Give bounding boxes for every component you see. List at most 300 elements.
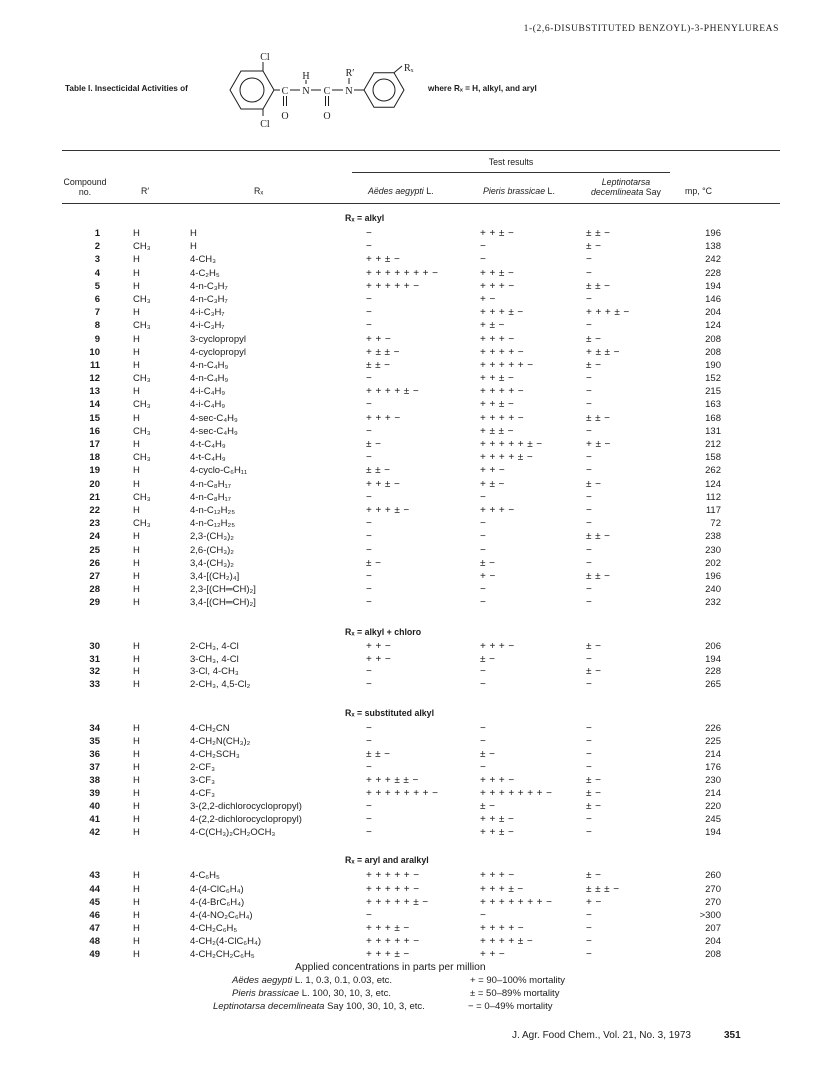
compound-number: 25 [89,544,100,556]
pieris-result-cell: +++±− [480,883,527,895]
pieris-result-cell: +±− [480,478,508,490]
compound-number: 29 [89,597,100,609]
melting-point-cell: 262 [705,465,721,477]
aedes-result-cell: − [366,228,376,239]
aedes-result-cell: − [366,666,376,678]
leptinotarsa-result-cell: − [586,267,596,279]
melting-point-cell: 265 [705,679,721,691]
leptinotarsa-result-cell: − [586,386,596,398]
rx-substituent-cell: 4-cyclopropyl [190,346,246,358]
leptinotarsa-result-cell: ±− [586,333,605,345]
leptinotarsa-result-cell: − [586,653,596,665]
melting-point-cell: 230 [705,774,721,786]
r-prime-cell: H [133,597,140,609]
aedes-result-cell: − [366,452,376,464]
melting-point-cell: 260 [705,870,721,882]
lepti-header-line1: Leptinotarsa [601,177,651,187]
aedes-result-cell: − [366,801,376,813]
section-rows [0,722,821,840]
pieris-result-cell: − [480,241,490,253]
aedes-result-cell: − [366,597,376,609]
rx-substituent-cell: 4-(4-NO₂C₆H₄) [190,909,253,921]
pieris-result-cell: − [480,544,490,556]
rx-substituent-cell: 3-CH₃, 4-Cl [190,653,239,665]
compound-number: 9 [94,333,100,345]
melting-point-cell: 226 [705,722,721,734]
aedes-result-cell: ±±− [366,748,394,760]
compound-number: 17 [89,439,100,450]
table-row [0,333,821,346]
melting-point-cell: 204 [705,936,721,948]
compound-number: 26 [89,557,100,569]
leptinotarsa-result-cell: ±±− [586,228,614,239]
r-prime-cell: H [133,896,140,908]
melting-point-cell: 194 [705,653,721,665]
rx-substituent-cell: 4-CF₃ [190,787,215,799]
compound-number: 21 [89,491,100,503]
compound-number: 30 [89,641,100,652]
cl-top-label: Cl [260,52,270,63]
r-prime-cell: H [133,923,140,935]
aedes-result-cell: − [366,293,376,305]
aedes-result-cell: ±±− [366,359,394,371]
leptinotarsa-result-cell: ±− [586,241,605,253]
melting-point-cell: 194 [705,827,721,839]
r-prime-cell: H [133,307,140,319]
aedes-header-authority: L. [426,186,434,196]
table-row [0,761,821,774]
rx-substituent-cell: 4-i-C₄H₉ [190,386,226,398]
melting-point-cell: 124 [705,478,721,490]
compound-number: 13 [89,386,100,398]
leptinotarsa-result-cell: ±− [586,641,605,652]
table-row [0,679,821,692]
footnote-doses: Say 100, 30, 10, 3, etc. [327,1001,425,1012]
melting-point-cell: 270 [705,883,721,895]
pieris-result-cell: ±− [480,748,499,760]
r-prime-cell: CH₃ [133,452,151,464]
rx-substituent-cell: 4-(2,2-dichlorocyclopropyl) [190,814,302,826]
table-row [0,385,821,398]
r-prime-cell: H [133,359,140,371]
leptinotarsa-result-cell: − [586,504,596,516]
r-prime-cell: H [133,228,140,239]
melting-point-cell: 240 [705,584,721,596]
pieris-result-cell: ++++− [480,386,528,398]
table-row [0,774,821,787]
compound-number: 18 [89,452,100,464]
leptinotarsa-result-cell: − [586,735,596,747]
rx-substituent-cell: 4-sec-C₄H₉ [190,412,238,424]
leptinotarsa-result-cell: ±− [586,666,605,678]
footnote-concentration-pieris [232,988,391,999]
rx-substituent-cell: 4-n-C₄H₉ [190,373,229,385]
compound-number: 28 [89,584,100,596]
pieris-result-cell: +++− [480,641,518,652]
rx-substituent-cell: 2-CH₃, 4,5-Cl₂ [190,679,251,691]
r-prime-cell: CH₃ [133,320,151,332]
r-prime-cell: H [133,814,140,826]
melting-point-cell: 190 [705,359,721,371]
rx-substituent-cell: 3-(2,2-dichlorocyclopropyl) [190,801,302,813]
r-prime-cell: H [133,666,140,678]
leptinotarsa-result-cell: ±− [586,801,605,813]
rx-substituent-cell: 4-CH₂CH₂C₆H₅ [190,949,255,961]
r-prime-cell: H [133,346,140,358]
aedes-result-cell: ++− [366,641,395,652]
table-row [0,451,821,464]
table-row [0,425,821,438]
r-prime-cell: H [133,722,140,734]
compound-number: 7 [94,307,100,319]
leptinotarsa-result-cell: +++±− [586,307,633,319]
melting-point-cell: 112 [705,491,721,503]
pieris-result-cell: +±− [480,320,508,332]
compound-number: 36 [89,748,100,760]
leptinotarsa-result-cell: − [586,320,596,332]
aedes-result-cell: +++±±− [366,774,422,786]
aedes-header-species: Aëdes aegypti [368,186,424,196]
melting-point-cell: 232 [705,597,721,609]
pieris-result-cell: +++− [480,870,518,882]
r-prime-cell: H [133,333,140,345]
pieris-result-cell: − [480,584,490,596]
aedes-result-cell: ++− [366,653,395,665]
melting-point-cell: 214 [705,787,721,799]
table-section [0,623,821,692]
legend-plus-minus: ± = 50–89% mortality [470,988,560,999]
rx-substituent-cell: 4-cyclo-C₆H₁₁ [190,465,248,477]
footnote-species: Pieris brassicae [232,988,300,999]
footnote-species: Aëdes aegypti [232,975,293,986]
rx-substituent-cell: 4-CH₂(4-ClC₆H₄) [190,936,262,948]
compound-number: 23 [89,518,100,530]
pieris-result-cell: − [480,735,490,747]
table-row [0,557,821,570]
rx-substituent-cell: 4-n-C₄H₉ [190,359,229,371]
leptinotarsa-result-cell: − [586,761,596,773]
rx-substituent-cell: 4-t-C₄H₉ [190,452,226,464]
section-heading: Rₓ = substituted alkyl [345,708,435,718]
table-row [0,464,821,477]
table-row [0,359,821,372]
r-prime-cell: H [133,412,140,424]
rx-substituent-cell: 4-(4-ClC₆H₄) [190,883,244,895]
melting-point-cell: 242 [705,254,721,266]
pieris-result-cell: ±− [480,801,499,813]
pieris-result-cell: +++++++− [480,787,556,799]
table-row [0,948,821,961]
aedes-result-cell: − [366,722,376,734]
compound-number: 45 [89,896,100,908]
oxygen-1-label: O [281,111,289,122]
rx-substituent-cell: 2,6-(CH₃)₂ [190,544,234,556]
pieris-result-cell: − [480,597,490,609]
rx-substituent-cell: 3-CF₃ [190,774,215,786]
compound-number: 24 [89,531,100,543]
table-row [0,935,821,948]
pieris-result-cell: ++±− [480,228,518,239]
pieris-result-cell: +±±− [480,425,518,437]
r-prime-cell: H [133,531,140,543]
pieris-result-cell: ++− [480,465,509,477]
compound-number: 10 [89,346,100,358]
carbon-2-label: C [323,86,331,97]
section-rows [0,641,821,692]
table-caption-prefix: Table I. Insecticidal Activities of [65,84,188,93]
melting-point-cell: 196 [705,570,721,582]
compound-number: 39 [89,787,100,799]
legend-plus: + = 90–100% mortality [470,975,566,986]
pieris-result-cell: +++±− [480,307,527,319]
melting-point-cell: 146 [705,293,721,305]
table-row [0,438,821,451]
table-row [0,735,821,748]
table-row [0,517,821,530]
compound-number: 31 [89,653,100,665]
rx-substituent-cell: 4-i-C₃H₇ [190,320,225,332]
table-row [0,478,821,491]
compound-header-line2: no. [78,186,92,197]
compound-number: 42 [89,827,100,839]
aedes-result-cell: − [366,679,376,691]
leptinotarsa-result-cell: − [586,293,596,305]
table-row [0,869,821,882]
lepti-header-species: decemlineata [591,186,644,197]
table-row [0,722,821,735]
table-row [0,267,821,280]
section-heading: Rₓ = alkyl [345,213,385,223]
aedes-result-cell: +++±− [366,504,413,516]
pieris-result-cell: ++±− [480,399,518,411]
table-row [0,654,821,667]
r-prime-cell: H [133,465,140,477]
table-row [0,491,821,504]
melting-point-cell: 220 [705,801,721,813]
aedes-result-cell: − [366,518,376,530]
r-prime-cell: CH₃ [133,491,151,503]
table-row [0,280,821,293]
leptinotarsa-result-cell: ±− [586,870,605,882]
leptinotarsa-result-cell: ±− [586,787,605,799]
aedes-result-cell: ±±− [366,465,394,477]
r-prime-cell: CH₃ [133,425,151,437]
r-prime-cell: H [133,478,140,490]
compound-number: 47 [89,923,100,935]
melting-point-cell: 208 [705,949,721,961]
rx-label: Rₓ [404,63,414,74]
rx-substituent-cell: 4-n-C₈H₁₇ [190,478,232,490]
aedes-result-cell: − [366,570,376,582]
leptinotarsa-result-cell: ±− [586,478,605,490]
table-row [0,826,821,839]
table-row [0,596,821,609]
rx-substituent-cell: 4-CH₂C₆H₅ [190,923,238,935]
rx-substituent-cell: 3,4-[(CH═CH)₂] [190,597,256,609]
compound-number: 48 [89,936,100,948]
footnote-species: Leptinotarsa decemlineata [213,1001,325,1012]
table-row [0,372,821,385]
leptinotarsa-result-cell: − [586,597,596,609]
r-prime-cell: H [133,801,140,813]
r-prime-cell: H [133,557,140,569]
pieris-result-cell: ++±− [480,814,518,826]
r-prime-cell: H [133,827,140,839]
table-row [0,306,821,319]
melting-point-cell: 214 [705,748,721,760]
pieris-result-cell: +++++±− [480,439,546,450]
pieris-result-cell: +− [480,570,499,582]
leptinotarsa-result-cell: ±±− [586,531,614,543]
pieris-result-cell: − [480,531,490,543]
aedes-result-cell: +++±− [366,923,413,935]
table-row [0,813,821,826]
pieris-result-cell: ++±− [480,827,518,839]
pieris-header-species: Pieris brassicae [483,186,546,196]
pieris-result-cell: − [480,761,490,773]
rx-substituent-cell: H [190,228,197,239]
melting-point-cell: 117 [705,504,721,516]
r-prime-cell: H [133,787,140,799]
aedes-result-cell: +++− [366,412,404,424]
aedes-result-cell: ±− [366,557,385,569]
aedes-result-cell: +++++±− [366,896,432,908]
compound-number: 32 [89,666,100,678]
melting-point-cell: 131 [705,425,721,437]
compound-number: 14 [89,399,100,411]
compound-number: 43 [89,870,100,882]
section-rows [0,869,821,961]
table-caption-suffix: where Rₓ = H, alkyl, and aryl [428,84,537,93]
table-row [0,787,821,800]
aedes-result-cell: − [366,909,376,921]
footnote-concentration-leptinotarsa [213,1001,425,1012]
table-row [0,253,821,266]
leptinotarsa-result-cell: +±− [586,439,614,450]
table-row [0,896,821,909]
compound-number: 34 [89,722,100,734]
rx-substituent-cell: 4-CH₂N(CH₃)₂ [190,735,251,747]
pieris-result-cell: +++− [480,280,518,292]
compound-number: 1 [94,228,100,239]
pieris-result-cell: − [480,679,490,691]
pieris-result-cell: ++++±− [480,936,537,948]
leptinotarsa-result-cell: +±±− [586,346,624,358]
leptinotarsa-result-cell: − [586,909,596,921]
r-prime-cell: H [133,570,140,582]
aedes-result-cell: − [366,735,376,747]
table-section [0,852,821,961]
aedes-result-cell: +++++++− [366,787,442,799]
page-number: 351 [724,1030,741,1041]
leptinotarsa-result-cell: − [586,373,596,385]
footnote-concentration-aedes [232,975,392,986]
table-row [0,922,821,935]
leptinotarsa-result-cell: − [586,923,596,935]
leptinotarsa-result-cell: ±±±− [586,883,623,895]
r-prime-cell: H [133,679,140,691]
aedes-result-cell: +++++− [366,280,423,292]
oxygen-2-label: O [323,111,331,122]
melting-point-cell: 215 [705,386,721,398]
compound-number: 22 [89,504,100,516]
pieris-result-cell: ++++− [480,412,528,424]
aedes-result-cell: ++++±− [366,386,423,398]
compound-number: 20 [89,478,100,490]
melting-point-cell: 228 [705,267,721,279]
r-prime-cell: H [133,641,140,652]
compound-number: 41 [89,814,100,826]
rx-substituent-cell: 4-CH₂CN [190,722,230,734]
rx-substituent-cell: 2,3-(CH₃)₂ [190,531,234,543]
aedes-result-cell: − [366,307,376,319]
pieris-result-cell: ++++− [480,346,528,358]
aedes-result-cell: +++++− [366,883,423,895]
pieris-result-cell: − [480,909,490,921]
section-heading: Rₓ = aryl and aralkyl [345,855,429,865]
footnote-title: Applied concentrations in parts per million [295,962,486,973]
pieris-result-cell: ±− [480,557,499,569]
aedes-result-cell: ++− [366,333,395,345]
r-prime-cell: H [133,748,140,760]
compound-number: 44 [89,883,100,895]
melting-point-cell: 238 [705,531,721,543]
melting-point-cell: 124 [705,320,721,332]
table-row [0,346,821,359]
table-row [0,800,821,813]
r-prime-cell: H [133,439,140,450]
rx-substituent-cell: 4-C₂H₅ [190,267,220,279]
table-row [0,666,821,679]
pieris-result-cell: +++++− [480,359,537,371]
compound-number: 37 [89,761,100,773]
table-section [0,705,821,839]
table-section [0,209,821,609]
aedes-result-cell: +++++++− [366,267,442,279]
compound-number: 40 [89,801,100,813]
r-prime-cell: H [133,909,140,921]
aedes-result-cell: ++±− [366,478,404,490]
leptinotarsa-result-cell: ±±− [586,280,614,292]
legend-minus: − = 0–49% mortality [468,1001,553,1012]
rx-substituent-cell: 4-n-C₃H₇ [190,293,228,305]
r-prime-cell: H [133,949,140,961]
pieris-header-authority: L. [547,186,555,196]
r-prime-cell: CH₃ [133,293,151,305]
rx-substituent-cell: 4-CH₃ [190,254,217,266]
melting-point-cell: 194 [705,280,721,292]
aedes-result-cell: − [366,584,376,596]
melting-point-cell: 225 [705,735,721,747]
leptinotarsa-result-cell: − [586,679,596,691]
r-prime-cell: H [133,254,140,266]
rx-substituent-cell: 3,4-[(CH₂)₄] [190,570,240,582]
table-row [0,570,821,583]
compound-number: 16 [89,425,100,437]
table-row [0,504,821,517]
table-row [0,530,821,543]
melting-point-cell: 196 [705,228,721,239]
aedes-result-cell: − [366,827,376,839]
leptinotarsa-result-cell: − [586,814,596,826]
r-prime-cell: CH₃ [133,518,151,530]
table-row [0,883,821,896]
rx-substituent-cell: H [190,241,197,253]
rx-substituent-cell: 3-Cl, 4-CH₃ [190,666,239,678]
pieris-result-cell: ++±− [480,267,518,279]
pieris-result-cell: − [480,666,490,678]
leptinotarsa-result-cell: − [586,452,596,464]
